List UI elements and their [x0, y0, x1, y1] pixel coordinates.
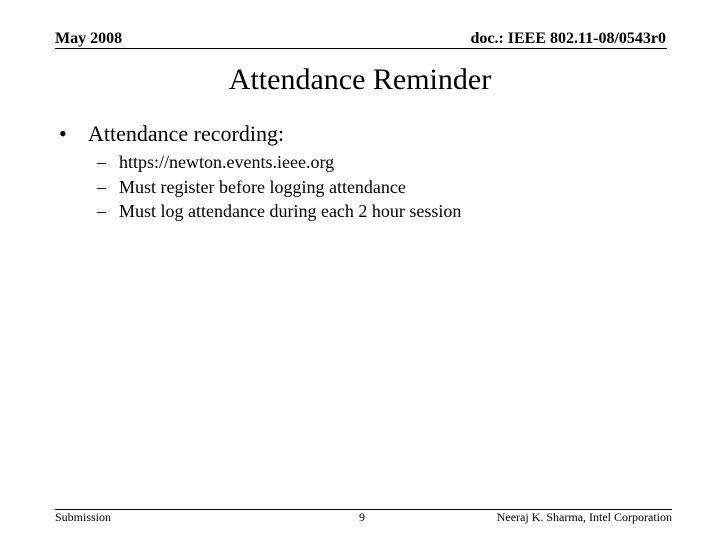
dash-marker: –: [97, 176, 106, 197]
bullet-text: Attendance recording:: [88, 121, 285, 146]
header-divider: [55, 48, 667, 49]
sub-bullet-text: Must register before logging attendance: [119, 176, 406, 197]
sub-bullet-link-text: https://newton.events.ieee.org: [119, 152, 335, 172]
slide-title: Attendance Reminder: [228, 63, 492, 96]
footer-submission: Submission: [55, 510, 112, 524]
sub-bullet-item: [97, 175, 461, 200]
sub-bullet-item: [97, 150, 461, 175]
header-date: May 2008: [55, 30, 123, 47]
header-doc-id: doc.: IEEE 802.11-08/0543r0: [470, 30, 666, 47]
footer-author: Neeraj K. Sharma, Intel Corporation: [496, 510, 672, 524]
bullet-item: [59, 121, 284, 147]
footer-page-number: 9: [359, 510, 365, 524]
sub-bullet-list: [97, 150, 461, 224]
sub-bullet-text: Must log attendance during each 2 hour session: [119, 201, 462, 221]
bullet-marker: •: [59, 121, 67, 146]
dash-marker: –: [97, 201, 106, 221]
dash-marker: –: [97, 152, 106, 172]
sub-bullet-item: [97, 199, 461, 224]
